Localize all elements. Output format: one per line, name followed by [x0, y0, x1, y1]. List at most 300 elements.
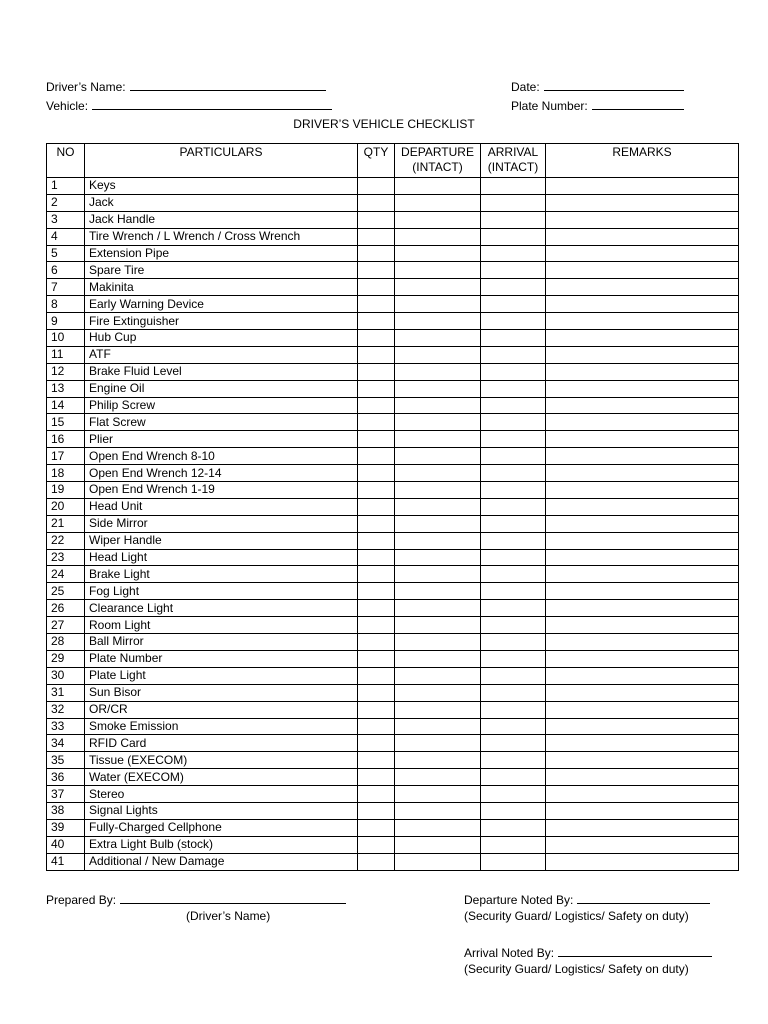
row-departure-cell[interactable] [395, 600, 481, 617]
row-qty-cell[interactable] [358, 498, 395, 515]
row-remarks-cell[interactable] [546, 667, 739, 684]
row-no: 37 [47, 786, 85, 803]
row-qty-cell[interactable] [358, 194, 395, 211]
row-particular: Spare Tire [85, 262, 358, 279]
row-arrival-cell[interactable] [481, 684, 546, 701]
row-departure-cell[interactable] [395, 769, 481, 786]
row-departure-cell[interactable] [395, 178, 481, 195]
row-arrival-cell[interactable] [481, 330, 546, 347]
row-qty-cell[interactable] [358, 482, 395, 499]
row-no: 31 [47, 684, 85, 701]
row-arrival-cell[interactable] [481, 296, 546, 313]
row-arrival-cell[interactable] [481, 617, 546, 634]
row-no: 15 [47, 414, 85, 431]
table-row [47, 194, 739, 211]
row-particular: Plate Light [85, 667, 358, 684]
row-no: 3 [47, 211, 85, 228]
row-remarks-cell[interactable] [546, 786, 739, 803]
table-row [47, 532, 739, 549]
arrival-noted-field [464, 945, 712, 960]
row-no: 4 [47, 228, 85, 245]
table-row [47, 279, 739, 296]
table-row [47, 853, 739, 870]
row-remarks-cell[interactable] [546, 532, 739, 549]
row-departure-cell[interactable] [395, 228, 481, 245]
row-particular: Early Warning Device [85, 296, 358, 313]
row-particular: Open End Wrench 1-19 [85, 482, 358, 499]
row-arrival-cell[interactable] [481, 245, 546, 262]
row-qty-cell[interactable] [358, 296, 395, 313]
row-departure-cell[interactable] [395, 667, 481, 684]
row-qty-cell[interactable] [358, 279, 395, 296]
row-remarks-cell[interactable] [546, 465, 739, 482]
plate-number-label: Plate Number: [511, 99, 588, 113]
row-qty-cell[interactable] [358, 380, 395, 397]
row-no: 25 [47, 583, 85, 600]
table-row [47, 634, 739, 651]
table-row [47, 752, 739, 769]
row-remarks-cell[interactable] [546, 600, 739, 617]
row-qty-cell[interactable] [358, 634, 395, 651]
table-row [47, 296, 739, 313]
row-remarks-cell[interactable] [546, 228, 739, 245]
row-arrival-cell[interactable] [481, 414, 546, 431]
table-row [47, 245, 739, 262]
table-row [47, 617, 739, 634]
row-arrival-cell[interactable] [481, 532, 546, 549]
row-particular: Water (EXECOM) [85, 769, 358, 786]
row-departure-cell[interactable] [395, 650, 481, 667]
row-no: 39 [47, 819, 85, 836]
row-arrival-cell[interactable] [481, 228, 546, 245]
row-arrival-cell[interactable] [481, 279, 546, 296]
table-row [47, 667, 739, 684]
row-qty-cell[interactable] [358, 245, 395, 262]
row-departure-cell[interactable] [395, 752, 481, 769]
row-no: 32 [47, 701, 85, 718]
row-remarks-cell[interactable] [546, 802, 739, 819]
row-qty-cell[interactable] [358, 684, 395, 701]
date-blank[interactable] [544, 79, 684, 91]
row-no: 14 [47, 397, 85, 414]
row-remarks-cell[interactable] [546, 178, 739, 195]
row-particular: Fully-Charged Cellphone [85, 819, 358, 836]
row-no: 17 [47, 448, 85, 465]
row-no: 33 [47, 718, 85, 735]
row-qty-cell[interactable] [358, 414, 395, 431]
row-departure-cell[interactable] [395, 296, 481, 313]
table-row [47, 465, 739, 482]
table-row [47, 735, 739, 752]
row-departure-cell[interactable] [395, 313, 481, 330]
row-remarks-cell[interactable] [546, 549, 739, 566]
row-no: 24 [47, 566, 85, 583]
departure-noted-label: Departure Noted By: [464, 893, 574, 907]
row-no: 11 [47, 346, 85, 363]
row-remarks-cell[interactable] [546, 735, 739, 752]
table-header-row [47, 144, 739, 178]
drivers-name-label: Driver’s Name: [46, 80, 126, 94]
row-departure-cell[interactable] [395, 279, 481, 296]
row-particular: Makinita [85, 279, 358, 296]
row-departure-cell[interactable] [395, 482, 481, 499]
row-remarks-cell[interactable] [546, 752, 739, 769]
row-remarks-cell[interactable] [546, 363, 739, 380]
prepared-by-sub: (Driver’s Name) [186, 909, 271, 923]
row-particular: Signal Lights [85, 802, 358, 819]
row-no: 7 [47, 279, 85, 296]
row-no: 27 [47, 617, 85, 634]
row-qty-cell[interactable] [358, 718, 395, 735]
row-arrival-cell[interactable] [481, 667, 546, 684]
row-departure-cell[interactable] [395, 414, 481, 431]
row-qty-cell[interactable] [358, 431, 395, 448]
row-particular: Sun Bisor [85, 684, 358, 701]
row-departure-cell[interactable] [395, 735, 481, 752]
row-qty-cell[interactable] [358, 600, 395, 617]
table-row [47, 836, 739, 853]
row-departure-cell[interactable] [395, 634, 481, 651]
row-departure-cell[interactable] [395, 566, 481, 583]
row-arrival-cell[interactable] [481, 431, 546, 448]
row-particular: Fire Extinguisher [85, 313, 358, 330]
row-no: 30 [47, 667, 85, 684]
row-departure-cell[interactable] [395, 819, 481, 836]
table-row [47, 178, 739, 195]
col-header-no: NO [47, 144, 85, 178]
date-field [511, 79, 684, 94]
row-particular: Plate Number [85, 650, 358, 667]
row-particular: Tire Wrench / L Wrench / Cross Wrench [85, 228, 358, 245]
row-particular: Stereo [85, 786, 358, 803]
row-no: 23 [47, 549, 85, 566]
row-particular: Engine Oil [85, 380, 358, 397]
row-remarks-cell[interactable] [546, 566, 739, 583]
row-remarks-cell[interactable] [546, 194, 739, 211]
row-arrival-cell[interactable] [481, 498, 546, 515]
row-particular: Extra Light Bulb (stock) [85, 836, 358, 853]
row-arrival-cell[interactable] [481, 634, 546, 651]
row-qty-cell[interactable] [358, 802, 395, 819]
row-departure-cell[interactable] [395, 363, 481, 380]
arrival-noted-sub: (Security Guard/ Logistics/ Safety on duty) [464, 962, 689, 976]
row-remarks-cell[interactable] [546, 836, 739, 853]
row-departure-cell[interactable] [395, 515, 481, 532]
row-particular: Additional / New Damage [85, 853, 358, 870]
row-no: 28 [47, 634, 85, 651]
row-particular: Side Mirror [85, 515, 358, 532]
col-header-departure-line1: DEPARTURE [401, 145, 474, 159]
row-qty-cell[interactable] [358, 549, 395, 566]
row-no: 2 [47, 194, 85, 211]
row-departure-cell[interactable] [395, 448, 481, 465]
checklist-table [46, 143, 739, 871]
row-arrival-cell[interactable] [481, 735, 546, 752]
row-no: 20 [47, 498, 85, 515]
row-qty-cell[interactable] [358, 211, 395, 228]
row-qty-cell[interactable] [358, 363, 395, 380]
row-remarks-cell[interactable] [546, 448, 739, 465]
row-arrival-cell[interactable] [481, 566, 546, 583]
row-arrival-cell[interactable] [481, 194, 546, 211]
row-particular: Open End Wrench 8-10 [85, 448, 358, 465]
row-remarks-cell[interactable] [546, 431, 739, 448]
row-particular: Room Light [85, 617, 358, 634]
row-departure-cell[interactable] [395, 684, 481, 701]
row-qty-cell[interactable] [358, 701, 395, 718]
row-qty-cell[interactable] [358, 786, 395, 803]
row-no: 12 [47, 363, 85, 380]
row-remarks-cell[interactable] [546, 245, 739, 262]
row-no: 26 [47, 600, 85, 617]
row-departure-cell[interactable] [395, 194, 481, 211]
row-no: 9 [47, 313, 85, 330]
row-remarks-cell[interactable] [546, 853, 739, 870]
date-label: Date: [511, 80, 540, 94]
row-remarks-cell[interactable] [546, 211, 739, 228]
page-title: DRIVER’S VEHICLE CHECKLIST [293, 117, 475, 131]
vehicle-blank[interactable] [92, 98, 332, 110]
row-departure-cell[interactable] [395, 346, 481, 363]
row-departure-cell[interactable] [395, 431, 481, 448]
row-departure-cell[interactable] [395, 802, 481, 819]
row-particular: Tissue (EXECOM) [85, 752, 358, 769]
row-no: 34 [47, 735, 85, 752]
table-row [47, 262, 739, 279]
row-arrival-cell[interactable] [481, 650, 546, 667]
row-remarks-cell[interactable] [546, 414, 739, 431]
row-qty-cell[interactable] [358, 617, 395, 634]
row-qty-cell[interactable] [358, 515, 395, 532]
plate-number-field [511, 98, 684, 113]
row-particular: Brake Fluid Level [85, 363, 358, 380]
row-particular: Jack [85, 194, 358, 211]
row-arrival-cell[interactable] [481, 363, 546, 380]
row-remarks-cell[interactable] [546, 583, 739, 600]
row-particular: Head Light [85, 549, 358, 566]
col-header-arrival-line1: ARRIVAL [487, 145, 539, 159]
departure-noted-sub: (Security Guard/ Logistics/ Safety on duty) [464, 909, 689, 923]
row-no: 29 [47, 650, 85, 667]
row-no: 22 [47, 532, 85, 549]
row-particular: Wiper Handle [85, 532, 358, 549]
prepared-by-field [46, 892, 346, 907]
table-row [47, 515, 739, 532]
table-row [47, 549, 739, 566]
row-qty-cell[interactable] [358, 313, 395, 330]
row-qty-cell[interactable] [358, 346, 395, 363]
row-qty-cell[interactable] [358, 667, 395, 684]
row-particular: Fog Light [85, 583, 358, 600]
row-remarks-cell[interactable] [546, 498, 739, 515]
row-particular: ATF [85, 346, 358, 363]
row-arrival-cell[interactable] [481, 600, 546, 617]
row-arrival-cell[interactable] [481, 802, 546, 819]
row-qty-cell[interactable] [358, 735, 395, 752]
row-departure-cell[interactable] [395, 465, 481, 482]
table-row [47, 431, 739, 448]
row-arrival-cell[interactable] [481, 549, 546, 566]
row-arrival-cell[interactable] [481, 836, 546, 853]
table-row [47, 769, 739, 786]
row-arrival-cell[interactable] [481, 178, 546, 195]
row-remarks-cell[interactable] [546, 330, 739, 347]
row-arrival-cell[interactable] [481, 397, 546, 414]
row-departure-cell[interactable] [395, 380, 481, 397]
row-arrival-cell[interactable] [481, 583, 546, 600]
row-remarks-cell[interactable] [546, 346, 739, 363]
departure-noted-blank[interactable] [577, 892, 710, 904]
row-particular: Smoke Emission [85, 718, 358, 735]
row-particular: Philip Screw [85, 397, 358, 414]
row-particular: Open End Wrench 12-14 [85, 465, 358, 482]
row-remarks-cell[interactable] [546, 515, 739, 532]
row-qty-cell[interactable] [358, 650, 395, 667]
row-no: 41 [47, 853, 85, 870]
row-qty-cell[interactable] [358, 836, 395, 853]
row-departure-cell[interactable] [395, 397, 481, 414]
table-row [47, 786, 739, 803]
row-arrival-cell[interactable] [481, 482, 546, 499]
row-arrival-cell[interactable] [481, 769, 546, 786]
col-header-particulars: PARTICULARS [85, 144, 358, 178]
row-remarks-cell[interactable] [546, 380, 739, 397]
table-row [47, 330, 739, 347]
row-remarks-cell[interactable] [546, 617, 739, 634]
row-no: 40 [47, 836, 85, 853]
table-row [47, 498, 739, 515]
row-remarks-cell[interactable] [546, 634, 739, 651]
row-qty-cell[interactable] [358, 262, 395, 279]
row-qty-cell[interactable] [358, 583, 395, 600]
row-qty-cell[interactable] [358, 330, 395, 347]
row-qty-cell[interactable] [358, 448, 395, 465]
row-departure-cell[interactable] [395, 617, 481, 634]
row-no: 6 [47, 262, 85, 279]
row-qty-cell[interactable] [358, 853, 395, 870]
row-particular: Brake Light [85, 566, 358, 583]
arrival-noted-blank[interactable] [558, 945, 712, 957]
vehicle-label: Vehicle: [46, 99, 89, 113]
row-arrival-cell[interactable] [481, 313, 546, 330]
row-qty-cell[interactable] [358, 769, 395, 786]
row-departure-cell[interactable] [395, 245, 481, 262]
row-no: 5 [47, 245, 85, 262]
row-remarks-cell[interactable] [546, 313, 739, 330]
row-particular: Hub Cup [85, 330, 358, 347]
row-qty-cell[interactable] [358, 566, 395, 583]
row-qty-cell[interactable] [358, 532, 395, 549]
table-row [47, 684, 739, 701]
row-arrival-cell[interactable] [481, 819, 546, 836]
row-qty-cell[interactable] [358, 752, 395, 769]
table-row [47, 566, 739, 583]
row-departure-cell[interactable] [395, 262, 481, 279]
vehicle-field [46, 98, 332, 113]
row-qty-cell[interactable] [358, 465, 395, 482]
prepared-by-blank[interactable] [120, 892, 346, 904]
row-arrival-cell[interactable] [481, 346, 546, 363]
row-remarks-cell[interactable] [546, 701, 739, 718]
row-remarks-cell[interactable] [546, 279, 739, 296]
table-row [47, 380, 739, 397]
row-departure-cell[interactable] [395, 583, 481, 600]
row-arrival-cell[interactable] [481, 515, 546, 532]
row-particular: Plier [85, 431, 358, 448]
row-qty-cell[interactable] [358, 397, 395, 414]
row-departure-cell[interactable] [395, 211, 481, 228]
row-no: 38 [47, 802, 85, 819]
row-departure-cell[interactable] [395, 701, 481, 718]
row-remarks-cell[interactable] [546, 482, 739, 499]
row-departure-cell[interactable] [395, 836, 481, 853]
row-remarks-cell[interactable] [546, 262, 739, 279]
row-arrival-cell[interactable] [481, 853, 546, 870]
row-remarks-cell[interactable] [546, 819, 739, 836]
row-qty-cell[interactable] [358, 819, 395, 836]
row-arrival-cell[interactable] [481, 448, 546, 465]
table-row [47, 718, 739, 735]
row-particular: Flat Screw [85, 414, 358, 431]
table-row [47, 482, 739, 499]
row-departure-cell[interactable] [395, 786, 481, 803]
row-arrival-cell[interactable] [481, 211, 546, 228]
row-no: 18 [47, 465, 85, 482]
table-row [47, 600, 739, 617]
row-remarks-cell[interactable] [546, 397, 739, 414]
row-qty-cell[interactable] [358, 178, 395, 195]
row-arrival-cell[interactable] [481, 718, 546, 735]
row-departure-cell[interactable] [395, 718, 481, 735]
row-remarks-cell[interactable] [546, 718, 739, 735]
row-no: 8 [47, 296, 85, 313]
table-row [47, 448, 739, 465]
drivers-name-blank[interactable] [130, 79, 326, 91]
row-departure-cell[interactable] [395, 498, 481, 515]
row-remarks-cell[interactable] [546, 769, 739, 786]
col-header-arrival-line2: (INTACT) [487, 160, 539, 174]
departure-noted-field [464, 892, 710, 907]
col-header-remarks: REMARKS [546, 144, 739, 178]
prepared-by-label: Prepared By: [46, 893, 117, 907]
row-no: 10 [47, 330, 85, 347]
row-departure-cell[interactable] [395, 330, 481, 347]
table-row [47, 819, 739, 836]
row-qty-cell[interactable] [358, 228, 395, 245]
row-arrival-cell[interactable] [481, 701, 546, 718]
row-arrival-cell[interactable] [481, 465, 546, 482]
row-remarks-cell[interactable] [546, 650, 739, 667]
row-departure-cell[interactable] [395, 549, 481, 566]
table-row [47, 313, 739, 330]
row-arrival-cell[interactable] [481, 786, 546, 803]
plate-number-blank[interactable] [592, 98, 684, 110]
drivers-name-field [46, 79, 326, 94]
row-arrival-cell[interactable] [481, 752, 546, 769]
table-row [47, 414, 739, 431]
row-remarks-cell[interactable] [546, 684, 739, 701]
row-arrival-cell[interactable] [481, 380, 546, 397]
col-header-qty: QTY [358, 144, 395, 178]
table-row [47, 346, 739, 363]
table-row [47, 211, 739, 228]
table-row [47, 397, 739, 414]
row-remarks-cell[interactable] [546, 296, 739, 313]
row-departure-cell[interactable] [395, 853, 481, 870]
row-arrival-cell[interactable] [481, 262, 546, 279]
table-row [47, 583, 739, 600]
row-departure-cell[interactable] [395, 532, 481, 549]
